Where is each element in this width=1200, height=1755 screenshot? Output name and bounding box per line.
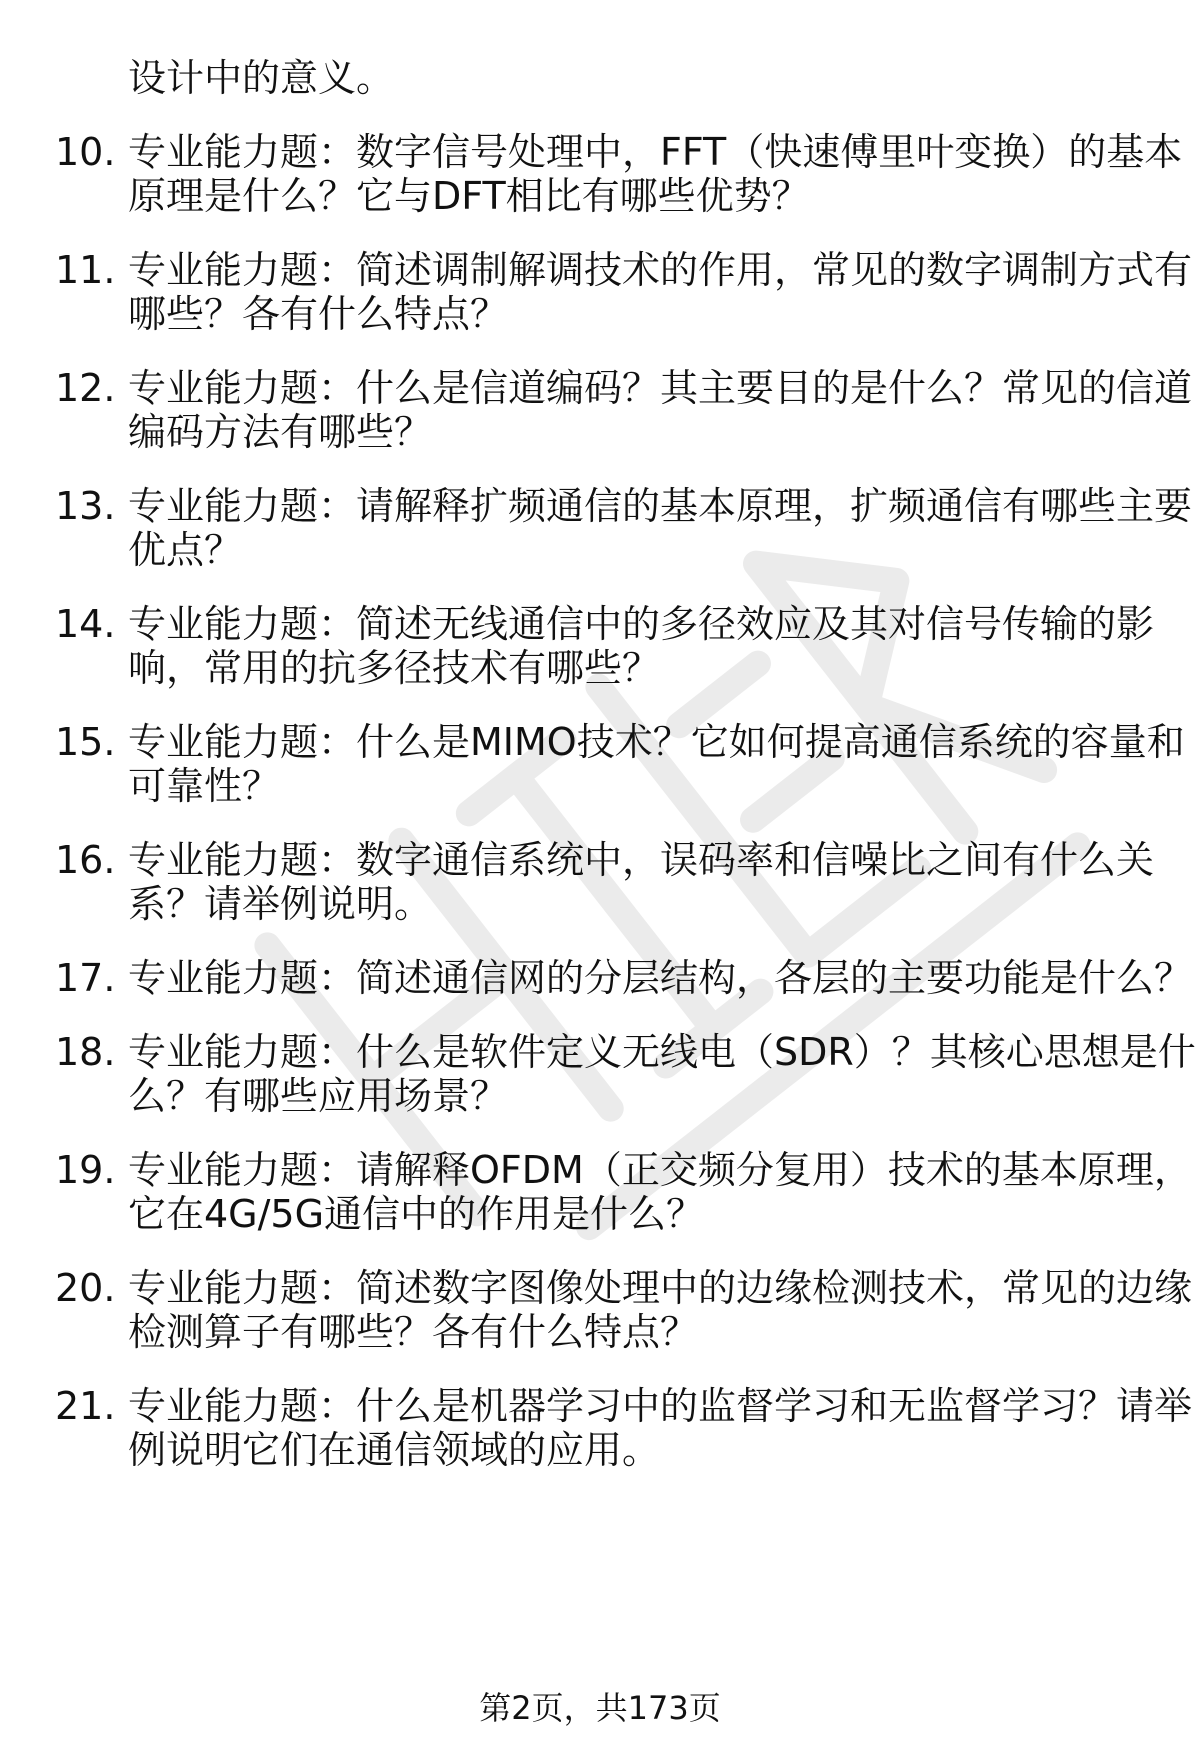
item-number: 11. [55, 248, 116, 292]
continuation-text: 设计中的意义。 [128, 56, 395, 100]
item-number: 17. [55, 956, 116, 1000]
item-text-line: 例说明它们在通信领域的应用。 [128, 1428, 661, 1472]
item-text-line: 专业能力题：简述数字图像处理中的边缘检测技术，常见的边缘 [128, 1266, 1193, 1310]
item-number: 15. [55, 720, 116, 764]
item-number: 20. [55, 1266, 116, 1310]
item-text-line: 优点？ [128, 528, 243, 572]
item-text-line: 哪些？各有什么特点？ [128, 292, 509, 336]
item-text-line: 专业能力题：数字通信系统中，误码率和信噪比之间有什么关 [128, 838, 1155, 882]
item-text-line: 专业能力题：数字信号处理中，FFT（快速傅里叶变换）的基本 [128, 130, 1183, 174]
item-text-line: 专业能力题：什么是软件定义无线电（SDR）？其核心思想是什 [128, 1030, 1196, 1074]
item-number: 12. [55, 366, 116, 410]
item-text-line: 检测算子有哪些？各有什么特点？ [128, 1310, 699, 1354]
item-number: 16. [55, 838, 116, 882]
item-number: 13. [55, 484, 116, 528]
item-text-line: 系？请举例说明。 [128, 882, 433, 926]
item-text-line: 响，常用的抗多径技术有哪些？ [128, 646, 661, 690]
item-text-line: 专业能力题：什么是机器学习中的监督学习和无监督学习？请举 [128, 1384, 1193, 1428]
item-number: 18. [55, 1030, 116, 1074]
item-number: 19. [55, 1148, 116, 1192]
item-text-line: 它在4G/5G通信中的作用是什么？ [128, 1192, 705, 1236]
item-text-line: 专业能力题：请解释OFDM（正交频分复用）技术的基本原理， [128, 1148, 1192, 1192]
item-number: 10. [55, 130, 116, 174]
item-text-line: 专业能力题：简述通信网的分层结构，各层的主要功能是什么？ [128, 956, 1193, 1000]
item-text-line: 么？有哪些应用场景？ [128, 1074, 509, 1118]
item-text-line: 专业能力题：什么是信道编码？其主要目的是什么？常见的信道 [128, 366, 1193, 410]
item-text-line: 专业能力题：什么是MIMO技术？它如何提高通信系统的容量和 [128, 720, 1185, 764]
item-number: 21. [55, 1384, 116, 1428]
item-text-line: 专业能力题：简述调制解调技术的作用，常见的数字调制方式有 [128, 248, 1193, 292]
item-text-line: 编码方法有哪些？ [128, 410, 433, 454]
page-footer: 第2页，共173页 [479, 1689, 721, 1727]
item-text-line: 专业能力题：请解释扩频通信的基本原理，扩频通信有哪些主要 [128, 484, 1193, 528]
item-number: 14. [55, 602, 116, 646]
item-text-line: 原理是什么？它与DFT相比有哪些优势？ [128, 174, 810, 218]
item-text-line: 可靠性？ [128, 764, 281, 808]
item-text-line: 专业能力题：简述无线通信中的多径效应及其对信号传输的影 [128, 602, 1155, 646]
